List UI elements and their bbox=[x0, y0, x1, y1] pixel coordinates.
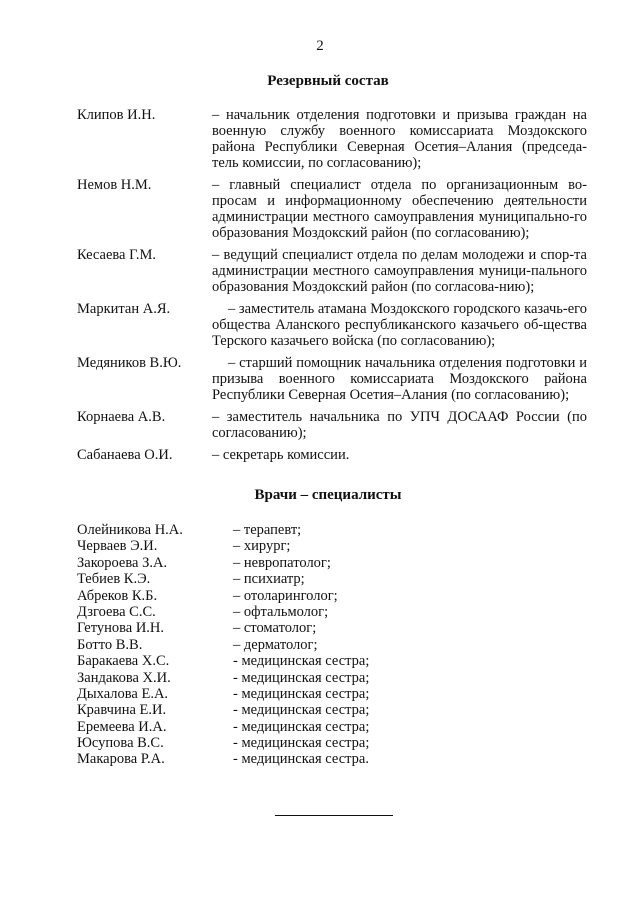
doctor-name: Абреков К.Б. bbox=[77, 587, 158, 604]
doctor-role: – хирург; bbox=[233, 538, 291, 555]
doctor-role: – невропатолог; bbox=[233, 554, 331, 571]
reserve-member bbox=[77, 447, 587, 463]
member-description: – старший помощник начальника отделения подготовки и призыва военного комиссариата Моздокского района Республики Северная Осетия–Алания (по согласованию); bbox=[212, 355, 587, 403]
doctor-role: - медицинская сестра; bbox=[233, 653, 370, 670]
member-name: Немов Н.М. bbox=[77, 177, 152, 193]
doctor-row bbox=[77, 522, 497, 538]
doctor-name: Тебиев К.Э. bbox=[77, 571, 151, 588]
doctor-row bbox=[77, 538, 497, 554]
member-name: Корнаева А.В. bbox=[77, 409, 166, 425]
doctor-row bbox=[77, 702, 497, 718]
doctor-row bbox=[77, 555, 497, 571]
doctor-name: Закороева З.А. bbox=[77, 554, 168, 571]
reserve-section-title: Резервный состав bbox=[267, 73, 389, 89]
doctor-role: – психиатр; bbox=[233, 571, 305, 588]
doctor-name: Макарова Р.А. bbox=[77, 751, 165, 768]
doctor-role: – офтальмолог; bbox=[233, 603, 329, 620]
doctor-name: Черваев Э.И. bbox=[77, 538, 158, 555]
doctor-name: Гетунова И.Н. bbox=[77, 620, 165, 637]
member-description: – секретарь комиссии. bbox=[212, 447, 350, 463]
doctor-role: - медицинская сестра. bbox=[233, 751, 369, 768]
doctor-row bbox=[77, 620, 497, 636]
doctor-name: Еремеева И.А. bbox=[77, 718, 167, 735]
member-name: Клипов И.Н. bbox=[77, 107, 156, 123]
reserve-members-list bbox=[77, 107, 587, 469]
doctor-name: Кравчина Е.И. bbox=[77, 702, 167, 719]
doctor-name: Олейникова Н.А. bbox=[77, 522, 183, 538]
doctor-role: – дерматолог; bbox=[233, 636, 318, 653]
reserve-member bbox=[77, 301, 587, 349]
page-number: 2 bbox=[316, 38, 324, 54]
doctor-row bbox=[77, 604, 497, 620]
doctor-row bbox=[77, 751, 497, 767]
member-description: – начальник отделения подготовки и призыва граждан на военную службу военного комиссариата Моздокского района Республики Северная Осетия–Алания (председа-тель комиссии, по согласованию); bbox=[212, 107, 587, 171]
doctor-role: - медицинская сестра; bbox=[233, 669, 370, 686]
doctor-name: Баракаева Х.С. bbox=[77, 653, 170, 670]
doctor-row bbox=[77, 653, 497, 669]
member-name: Кесаева Г.М. bbox=[77, 247, 157, 263]
doctor-name: Дыхалова Е.А. bbox=[77, 685, 169, 702]
doctor-role: - медицинская сестра; bbox=[233, 735, 370, 752]
member-name: Сабанаева О.И. bbox=[77, 447, 173, 463]
doctor-role: – отоларинголог; bbox=[233, 587, 338, 604]
reserve-member bbox=[77, 177, 587, 241]
doctor-name: Зандакова Х.И. bbox=[77, 669, 171, 686]
doctor-row bbox=[77, 670, 497, 686]
reserve-member bbox=[77, 355, 587, 403]
doctor-row bbox=[77, 571, 497, 587]
reserve-member bbox=[77, 247, 587, 295]
doctor-role: – стоматолог; bbox=[233, 620, 317, 637]
doctor-role: - медицинская сестра; bbox=[233, 685, 370, 702]
member-name: Медяников В.Ю. bbox=[77, 355, 182, 371]
doctor-role: – терапевт; bbox=[233, 522, 302, 538]
doctor-role: - медицинская сестра; bbox=[233, 718, 370, 735]
member-description: – главный специалист отдела по организационным во-просам и информационному обеспечению деятельности администрации местного самоуправления муниципально-го образования Моздокский район (по согласованию); bbox=[212, 177, 587, 241]
doctor-row bbox=[77, 637, 497, 653]
doctor-row bbox=[77, 686, 497, 702]
reserve-member bbox=[77, 107, 587, 171]
doctors-list bbox=[77, 522, 497, 768]
member-description: – заместитель начальника по УПЧ ДОСААФ России (по согласованию); bbox=[212, 409, 587, 441]
doctor-row bbox=[77, 588, 497, 604]
doctor-name: Дзгоева С.С. bbox=[77, 603, 156, 620]
doctor-row bbox=[77, 735, 497, 751]
doctor-name: Юсупова В.С. bbox=[77, 735, 164, 752]
doctors-section-title: Врачи – специалисты bbox=[254, 487, 402, 503]
closing-divider-line bbox=[275, 815, 393, 816]
member-description: – ведущий специалист отдела по делам молодежи и спор-та администрации местного самоуправления муници-пального образования Моздокский район (по согласова-нию); bbox=[212, 247, 587, 295]
reserve-member bbox=[77, 409, 587, 441]
member-description: – заместитель атамана Моздокского городского казачь-его общества Аланского республиканского казачьего об-щества Терского казачьего войска (по согласованию); bbox=[212, 301, 587, 349]
member-name: Маркитан А.Я. bbox=[77, 301, 171, 317]
doctor-row bbox=[77, 719, 497, 735]
doctor-name: Ботто В.В. bbox=[77, 636, 143, 653]
doctor-role: - медицинская сестра; bbox=[233, 702, 370, 719]
